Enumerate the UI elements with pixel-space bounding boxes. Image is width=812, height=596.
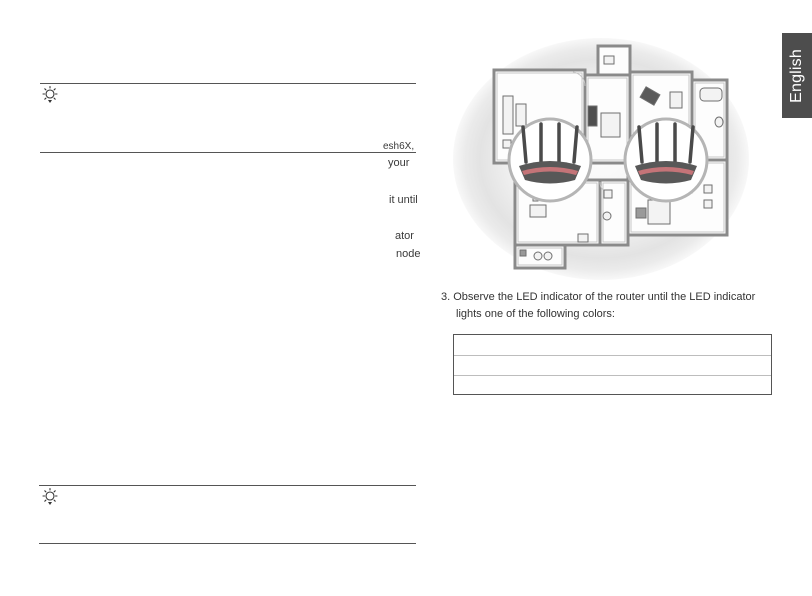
language-tab-label: English xyxy=(788,48,805,103)
body-text-fragment: ator xyxy=(395,230,414,242)
router-icon xyxy=(509,119,591,201)
tip-text-fragment: esh6X, xyxy=(383,141,415,152)
step-3-instruction-continued: lights one of the following colors: xyxy=(456,308,615,320)
body-text-fragment: node xyxy=(396,248,421,260)
body-text-fragment: your xyxy=(388,157,410,169)
router-icon xyxy=(625,119,707,201)
led-color-table-row xyxy=(454,335,771,356)
led-color-table xyxy=(453,334,772,395)
tip-top-rule xyxy=(40,83,416,84)
step-3-instruction: 3. Observe the LED indicator of the router until the LED indicator xyxy=(441,291,756,303)
floor-plan-illustration xyxy=(440,30,760,290)
lightbulb-icon xyxy=(40,85,60,105)
led-color-table-row xyxy=(454,356,771,376)
lightbulb-icon xyxy=(40,487,60,507)
tip-bottom-rule xyxy=(39,485,416,486)
tip-top-bottom-rule xyxy=(40,152,416,153)
tip-bottom-end-rule xyxy=(39,543,416,544)
led-color-table-row xyxy=(454,376,771,395)
language-tab xyxy=(782,33,812,118)
body-text-fragment: it until xyxy=(389,194,418,206)
